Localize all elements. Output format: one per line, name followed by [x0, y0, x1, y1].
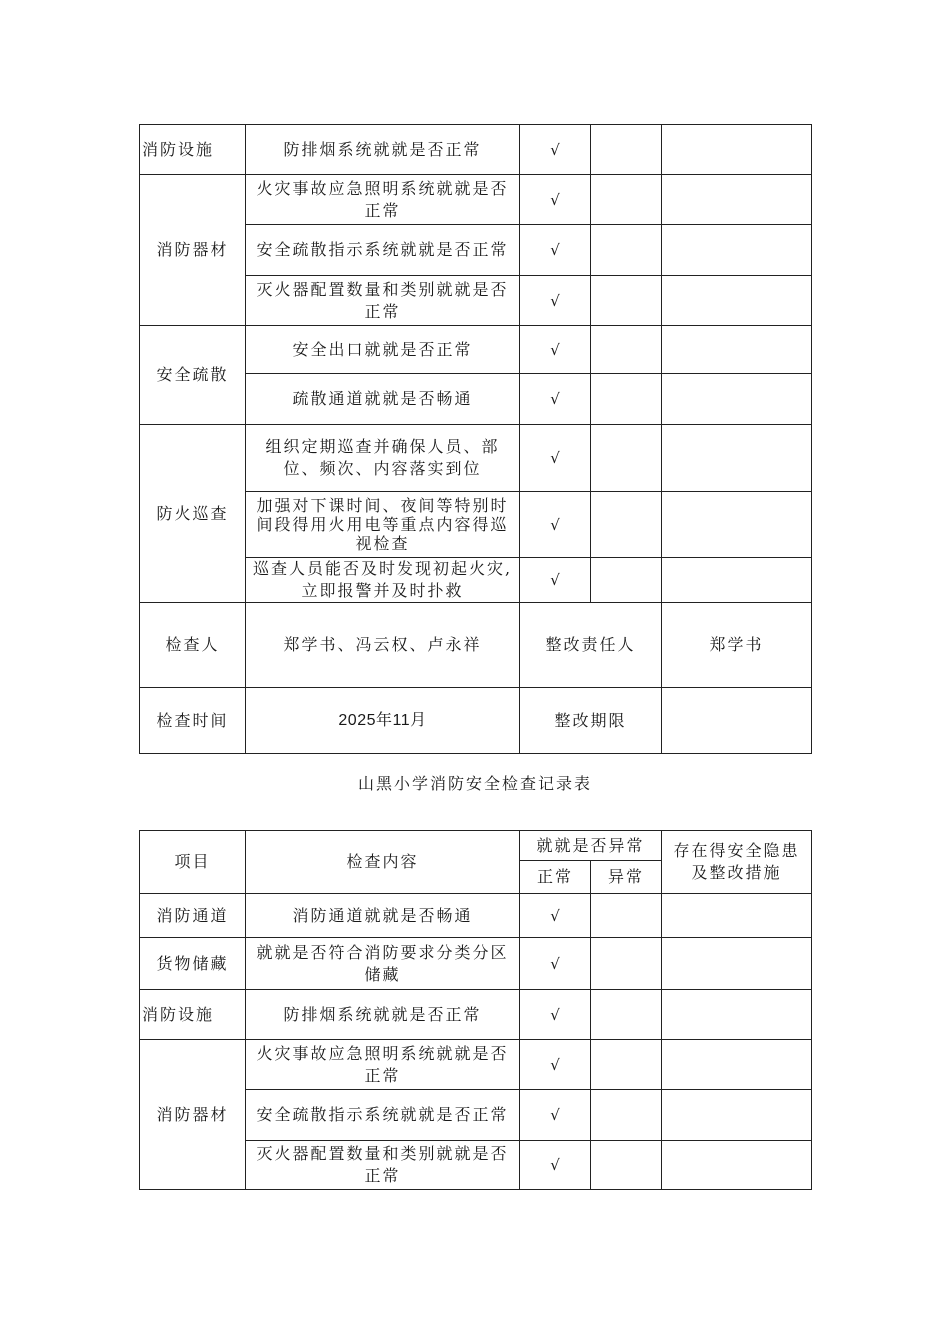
table-row — [140, 326, 812, 374]
content-cell: 加强对下课时间、夜间等特别时间段得用火用电等重点内容得巡视检查 — [246, 492, 520, 558]
abnormal-cell — [591, 492, 662, 558]
header-abnormal: 异常 — [591, 861, 662, 894]
content-cell: 安全出口就就是否正常 — [246, 326, 520, 374]
inspection-table — [139, 830, 812, 1190]
hazard-cell — [662, 425, 812, 492]
category-cell: 消防器材 — [140, 1040, 246, 1190]
normal-check-cell: √ — [520, 374, 591, 425]
hazard-cell — [662, 558, 812, 603]
header-row — [140, 831, 812, 861]
table-row — [140, 1040, 812, 1090]
table-row — [140, 175, 812, 225]
hazard-cell — [662, 326, 812, 374]
abnormal-cell — [591, 374, 662, 425]
content-cell: 消防通道就就是否畅通 — [246, 894, 520, 938]
normal-check-cell: √ — [520, 225, 591, 276]
deadline-label: 整改期限 — [520, 688, 662, 754]
inspector-row — [140, 603, 812, 688]
normal-check-cell: √ — [520, 1090, 591, 1141]
normal-check-cell: √ — [520, 326, 591, 374]
table-row — [140, 425, 812, 492]
normal-check-cell: √ — [520, 125, 591, 175]
content-cell: 灭火器配置数量和类别就就是否正常 — [246, 1141, 520, 1190]
category-cell: 消防器材 — [140, 175, 246, 326]
abnormal-cell — [591, 938, 662, 990]
inspection-time-label: 检查时间 — [140, 688, 246, 754]
abnormal-cell — [591, 1040, 662, 1090]
normal-check-cell: √ — [520, 1040, 591, 1090]
header-abnormal-group: 就就是否异常 — [520, 831, 662, 861]
header-item: 项目 — [140, 831, 246, 894]
hazard-cell — [662, 990, 812, 1040]
category-cell: 货物储藏 — [140, 938, 246, 990]
abnormal-cell — [591, 558, 662, 603]
header-normal: 正常 — [520, 861, 591, 894]
category-cell: 安全疏散 — [140, 326, 246, 425]
abnormal-cell — [591, 125, 662, 175]
content-cell: 防排烟系统就就是否正常 — [246, 125, 520, 175]
document-title: 山黑小学消防安全检查记录表 — [357, 774, 592, 793]
content-cell: 就就是否符合消防要求分类分区储藏 — [246, 938, 520, 990]
hazard-cell — [662, 894, 812, 938]
abnormal-cell — [591, 175, 662, 225]
normal-check-cell: √ — [520, 425, 591, 492]
abnormal-cell — [591, 276, 662, 326]
header-content: 检查内容 — [246, 831, 520, 894]
normal-check-cell: √ — [520, 558, 591, 603]
inspector-names: 郑学书、冯云权、卢永祥 — [246, 603, 520, 688]
category-cell: 消防设施 — [140, 125, 246, 175]
normal-check-cell: √ — [520, 990, 591, 1040]
inspection-time-value: 2025年11月 — [246, 688, 520, 754]
responsible-label: 整改责任人 — [520, 603, 662, 688]
abnormal-cell — [591, 326, 662, 374]
content-cell: 火灾事故应急照明系统就就是否正常 — [246, 1040, 520, 1090]
hazard-cell — [662, 492, 812, 558]
inspection-table-continued — [139, 124, 812, 754]
hazard-cell — [662, 225, 812, 276]
content-cell: 安全疏散指示系统就就是否正常 — [246, 225, 520, 276]
header-hazards: 存在得安全隐患及整改措施 — [662, 831, 812, 894]
category-cell: 防火巡查 — [140, 425, 246, 603]
hazard-cell — [662, 1090, 812, 1141]
abnormal-cell — [591, 425, 662, 492]
hazard-cell — [662, 374, 812, 425]
table-row — [140, 894, 812, 938]
inspector-label: 检查人 — [140, 603, 246, 688]
category-cell: 消防通道 — [140, 894, 246, 938]
inspection-time-row — [140, 688, 812, 754]
hazard-cell — [662, 276, 812, 326]
hazard-cell — [662, 175, 812, 225]
hazard-cell — [662, 938, 812, 990]
normal-check-cell: √ — [520, 276, 591, 326]
normal-check-cell: √ — [520, 938, 591, 990]
content-cell: 巡查人员能否及时发现初起火灾,立即报警并及时扑救 — [246, 558, 520, 603]
category-cell: 消防设施 — [140, 990, 246, 1040]
table-row — [140, 125, 812, 175]
content-cell: 疏散通道就就是否畅通 — [246, 374, 520, 425]
abnormal-cell — [591, 1090, 662, 1141]
hazard-cell — [662, 125, 812, 175]
content-cell: 灭火器配置数量和类别就就是否正常 — [246, 276, 520, 326]
abnormal-cell — [591, 990, 662, 1040]
content-cell: 火灾事故应急照明系统就就是否正常 — [246, 175, 520, 225]
table-row — [140, 990, 812, 1040]
abnormal-cell — [591, 225, 662, 276]
abnormal-cell — [591, 1141, 662, 1190]
content-cell: 安全疏散指示系统就就是否正常 — [246, 1090, 520, 1141]
content-cell: 组织定期巡查并确保人员、部位、频次、内容落实到位 — [246, 425, 520, 492]
abnormal-cell — [591, 894, 662, 938]
content-cell: 防排烟系统就就是否正常 — [246, 990, 520, 1040]
normal-check-cell: √ — [520, 894, 591, 938]
hazard-cell — [662, 1040, 812, 1090]
deadline-value — [662, 688, 812, 754]
normal-check-cell: √ — [520, 1141, 591, 1190]
table-row — [140, 938, 812, 990]
responsible-name: 郑学书 — [662, 603, 812, 688]
normal-check-cell: √ — [520, 492, 591, 558]
hazard-cell — [662, 1141, 812, 1190]
normal-check-cell: √ — [520, 175, 591, 225]
